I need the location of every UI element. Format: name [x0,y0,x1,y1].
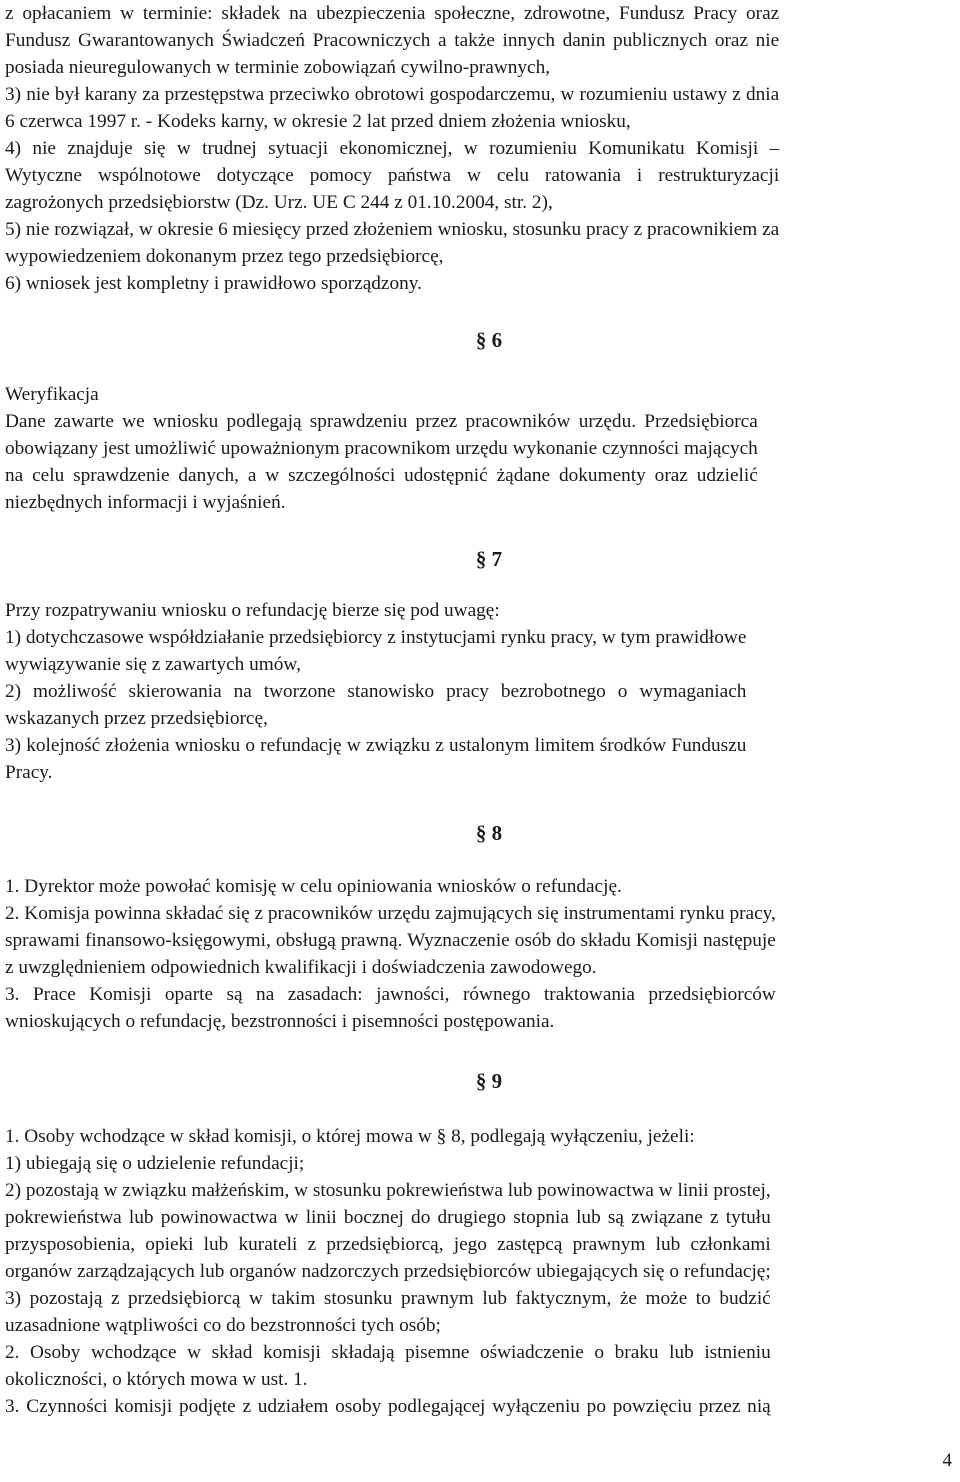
text-line: 2) pozostają w związku małżeńskim, w stosunku pokrewieństwa lub powinowactwa w linii prostej, [5,1180,771,1201]
text-line: pokrewieństwa lub powinowactwa w linii bocznej do drugiego stopnia lub są związane z tytułu [5,1207,771,1228]
text-line: organów zarządzających lub organów nadzorczych przedsiębiorców ubiegających się o refundację; [5,1261,771,1282]
text-line: 6) wniosek jest kompletny i prawidłowo sporządzony. [5,273,422,294]
text-line: 3) pozostają z przedsiębiorcą w takim stosunku prawnym lub faktycznym, że może to budzić [5,1288,771,1309]
text-line: uzasadnione wątpliwości co do bezstronności tych osób; [5,1315,441,1336]
text-line: 2. Osoby wchodzące w skład komisji składają pisemne oświadczenie o braku lub istnieniu [5,1342,771,1363]
section-9-body [5,1123,771,1420]
text-line: przysposobienia, opieki lub kurateli z przedsiębiorcą, jego zastępcą prawnym lub członkami [5,1234,771,1255]
text-line: Dane zawarte we wniosku podlegają sprawdzeniu przez pracowników urzędu. Przedsiębiorca [5,411,758,432]
text-line: obowiązany jest umożliwić upoważnionym pracownikom urzędu wykonanie czynności mających [5,438,758,459]
text-line: z opłacaniem w terminie: składek na ubezpieczenia społeczne, zdrowotne, Fundusz Pracy oraz [5,3,780,24]
section-8-body [5,873,776,1035]
section-heading-8: § 8 [475,821,503,845]
text-line: Wytyczne wspólnotowe dotyczące pomocy państwa w celu ratowania i restrukturyzacji [5,165,780,186]
text-line: 5) nie rozwiązał, w okresie 6 miesięcy przed złożeniem wniosku, stosunku pracy z pracownikiem za [5,219,780,240]
text-line: 2) możliwość skierowania na tworzone stanowisko pracy bezrobotnego o wymaganiach [5,681,747,702]
text-line: 1) ubiegają się o udzielenie refundacji; [5,1153,305,1174]
text-line: 1) dotychczasowe współdziałanie przedsiębiorcy z instytucjami rynku pracy, w tym prawidłowe [5,627,747,648]
text-line: okoliczności, o których mowa w ust. 1. [5,1369,308,1390]
text-line: 3. Czynności komisji podjęte z udziałem osoby podlegającej wyłączeniu po powzięciu przez nią [5,1396,771,1417]
text-line: wskazanych przez przedsiębiorcę, [5,708,268,729]
section-heading-7: § 7 [475,547,503,571]
text-line: 3. Prace Komisji oparte są na zasadach: jawności, równego traktowania przedsiębiorców [5,984,776,1005]
text-line: niezbędnych informacji i wyjaśnień. [5,492,286,513]
text-line: zagrożonych przedsiębiorstw (Dz. Urz. UE C 244 z 01.10.2004, str. 2), [5,192,553,213]
text-line: 3) kolejność złożenia wniosku o refundację w związku z ustalonym limitem środków Funduszu [5,735,747,756]
eligibility-conditions [5,0,779,297]
text-line: z uwzględnieniem odpowiednich kwalifikacji i doświadczenia zawodowego. [5,957,597,978]
text-line: wypowiedzeniem dokonanym przez tego przedsiębiorcę, [5,246,444,267]
section-heading-9: § 9 [475,1069,503,1093]
text-line: Fundusz Gwarantowanych Świadczeń Pracowniczych a także innych danin publicznych oraz nie [5,30,780,51]
text-line: Przy rozpatrywaniu wniosku o refundację bierze się pod uwagę: [5,600,500,621]
text-line: wnioskujących o refundację, bezstronności i pisemności postępowania. [5,1011,555,1032]
text-line: 2. Komisja powinna składać się z pracowników urzędu zajmujących się instrumentami rynku pracy, [5,903,776,924]
text-line: 1. Osoby wchodzące w skład komisji, o której mowa w § 8, podlegają wyłączeniu, jeżeli: [5,1126,695,1147]
text-line: 3) nie był karany za przestępstwa przeciwko obrotowi gospodarczemu, w rozumieniu ustawy z dnia [5,84,780,105]
text-line: Pracy. [5,762,53,783]
text-line: 6 czerwca 1997 r. - Kodeks karny, w okresie 2 lat przed dniem złożenia wniosku, [5,111,631,132]
text-line: wywiązywanie się z zawartych umów, [5,654,301,675]
text-line: na celu sprawdzenie danych, a w szczególności udostępnić żądane dokumenty oraz udzielić [5,465,758,486]
section-6-body [5,381,758,516]
text-line: sprawami finansowo-księgowymi, obsługą prawną. Wyznaczenie osób do składu Komisji następuje [5,930,776,951]
text-line: posiada nieuregulowanych w terminie zobowiązań cywilno-prawnych, [5,57,551,78]
text-line: 4) nie znajduje się w trudnej sytuacji ekonomicznej, w rozumieniu Komunikatu Komisji – [5,138,780,159]
section-7-body [5,597,746,786]
section-heading-6: § 6 [475,328,503,352]
text-line: 1. Dyrektor może powołać komisję w celu opiniowania wniosków o refundację. [5,876,622,897]
text-line: Weryfikacja [5,384,99,405]
page-number: 4 [942,1450,952,1471]
